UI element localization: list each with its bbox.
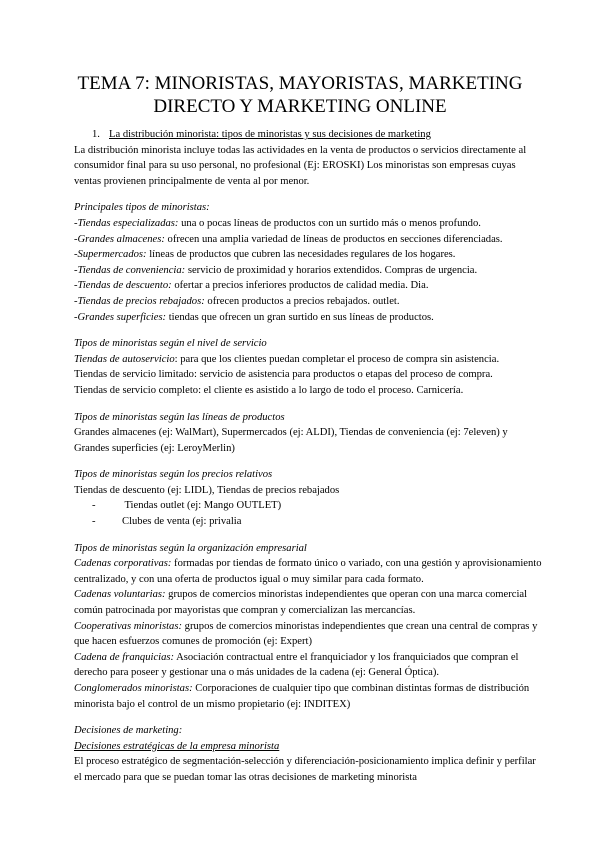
section-number: 1. [92,129,100,140]
principales-list [74,216,544,325]
servicio-line: Tiendas de servicio completo: el cliente es asistido a lo largo de todo el proceso. Carnicería. [74,384,464,396]
organizacion-item: Conglomerados minoristas: Corporaciones de cualquier tipo que combinan distintas formas de distribución minorista bajo el control de un mismo propietario (ej: INDITEX) [74,683,530,710]
lineas-heading: Tipos de minoristas según las líneas de productos [74,411,285,423]
servicio-heading: Tipos de minoristas según el nivel de servicio [74,338,267,350]
organizacion-item: Cadenas corporativas: formadas por tiendas de formato único o variado, con una gestión y aprovisionamiento centralizado, y con una oferta de productos igual o muy similar para cada formato. [74,558,542,585]
precios-text: Tiendas de descuento (ej: LIDL), Tiendas de precios rebajados [74,484,340,496]
list-item: -Grandes almacenes: ofrecen una amplia variedad de líneas de productos en secciones diferenciadas. [74,233,503,245]
document-body [74,127,544,786]
document-title [60,72,540,118]
bullet-item: - Tiendas outlet (ej: Mango OUTLET) [92,500,282,512]
organizacion-item: Cooperativas minoristas: grupos de comercios minoristas independientes que crean una central de compras y que hacen esfuerzos comunes de promoción (ej: Expert) [74,620,538,648]
list-item: -Tiendas especializadas: una o pocas líneas de productos con un surtido más o menos profundo. [74,217,481,229]
organizacion-item: Cadenas voluntarias: grupos de comercios minoristas independientes que operan con una marca comercial común patrocinada por mayoristas que compran y comercializan las mercancías. [74,589,528,617]
decisiones-heading: Decisiones de marketing: [74,725,183,737]
servicio-line: Tiendas de autoservicio: para que los clientes puedan completar el proceso de compra sin asistencia. [74,353,500,365]
list-item: -Tiendas de precios rebajados: ofrecen productos a precios rebajados. outlet. [74,295,400,307]
organizacion-heading: Tipos de minoristas según la organización empresarial [74,542,307,554]
section-intro: La distribución minorista incluye todas las actividades en la venta de productos o servicios directamente al consumidor final para su uso personal, no profesional (Ej: EROSKI) Los minoristas son empresas cuyas ventas provienen principalmente de venta al por menor. [74,144,527,187]
section-heading-text: La distribución minorista: tipos de minoristas y sus decisiones de marketing [109,129,431,140]
decisiones-text: El proceso estratégico de segmentación-selección y diferenciación-posicionamiento implica definir y perfilar el mercado para que se puedan tomar las otras decisiones de marketing minorista [74,756,536,783]
section-heading [92,127,544,143]
decisiones-subheading: Decisiones estratégicas de la empresa minorista [74,740,280,752]
lineas-text: Grandes almacenes (ej: WalMart), Supermercados (ej: ALDI), Tiendas de conveniencia (ej: 7eleven) y Grandes superficies (ej: LeroyMerlin) [74,427,508,454]
servicio-line: Tiendas de servicio limitado: servicio de asistencia para productos o etapas del proceso de compra. [74,369,493,381]
list-item: -Tiendas de conveniencia: servicio de proximidad y horarios extendidos. Compras de urgencia. [74,264,478,276]
bullet-item: - Clubes de venta (ej: privalia [92,516,242,528]
organizacion-item: Cadena de franquicias: Asociación contractual entre el franquiciador y los franquiciados que compran el derecho para poseer y gestionar una o más unidades de la cadena (ej: General Óptica). [74,651,519,679]
list-item: -Supermercados: líneas de productos que cubren las necesidades regulares de los hogares. [74,249,456,261]
title-line-2: DIRECTO Y MARKETING ONLINE [153,96,447,117]
list-item: -Grandes superficies: tiendas que ofrecen un gran surtido en sus líneas de productos. [74,311,434,323]
title-line-1: TEMA 7: MINORISTAS, MAYORISTAS, MARKETING [77,73,523,94]
list-item: -Tiendas de descuento: ofertar a precios inferiores productos de calidad media. Dia. [74,280,429,292]
precios-heading: Tipos de minoristas según los precios relativos [74,469,273,481]
principales-heading: Principales tipos de minoristas: [74,202,210,214]
